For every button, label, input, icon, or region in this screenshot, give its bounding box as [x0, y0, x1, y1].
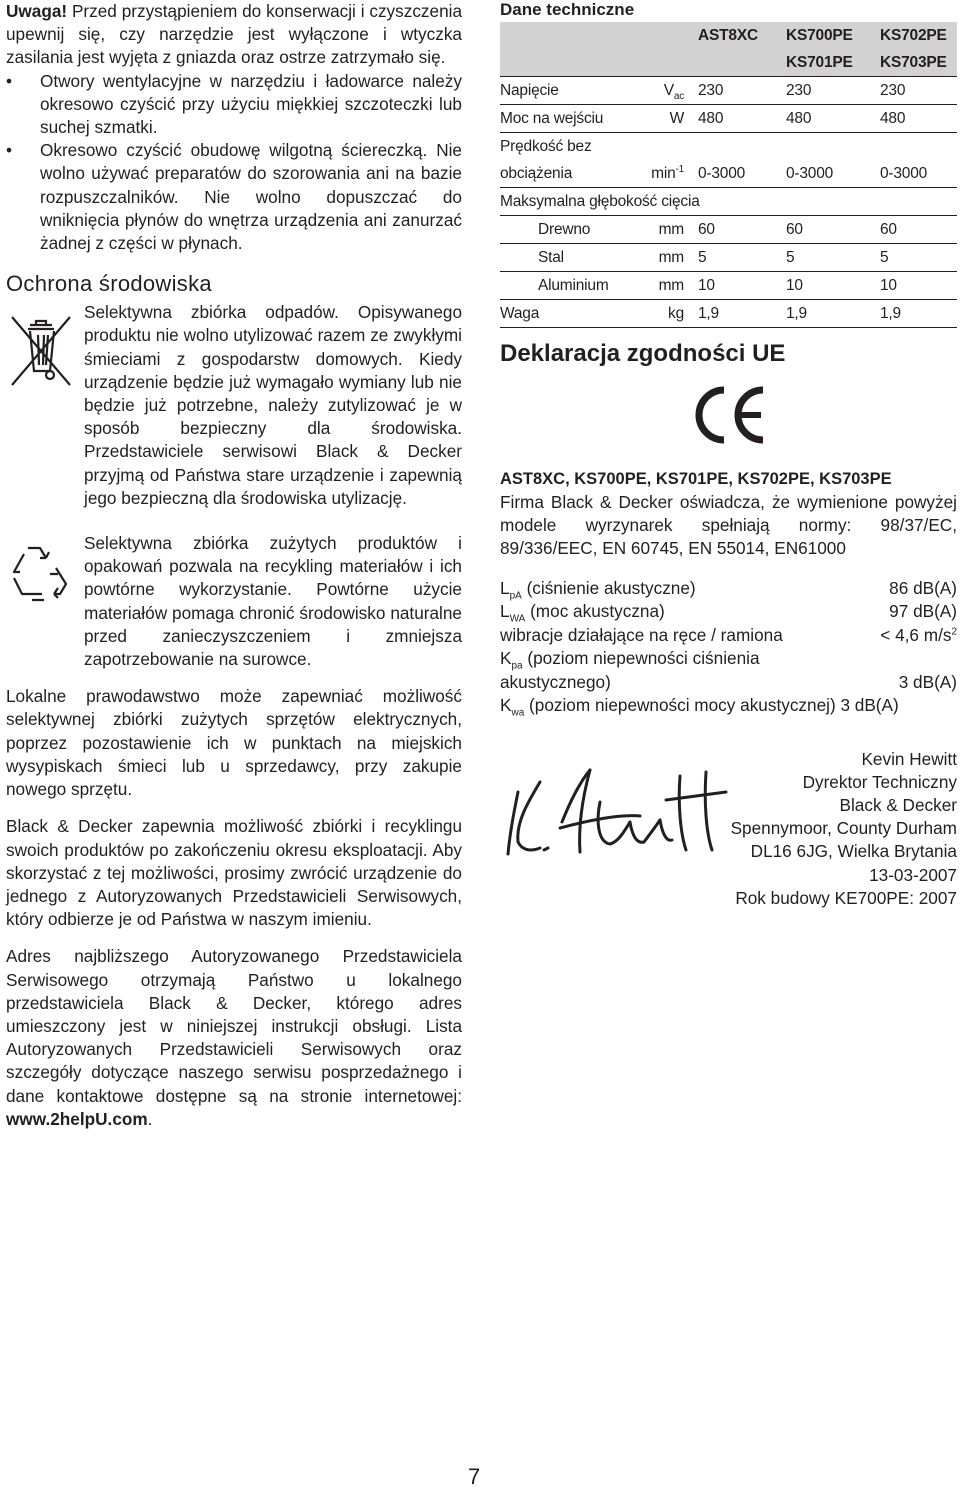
value-text: < 4,6 m/s — [880, 624, 952, 645]
description: (poziom niepewności ciśnienia — [522, 648, 760, 669]
row-unit: mm — [636, 244, 698, 272]
noise-label: akustycznego) — [500, 671, 611, 692]
signature-date: 13-03-2007 — [869, 864, 957, 885]
row-label: Drewno — [500, 216, 636, 244]
noise-label — [500, 600, 665, 624]
left-column — [6, 0, 462, 1131]
tech-data-title: Dane techniczne — [500, 0, 635, 19]
unit-superscript: -1 — [675, 163, 684, 175]
recycle-text: Selektywna zbiórka zużytych produktów i opakowań pozwala na recykling materiałów i ich powtórne wykorzystanie. Powtórne użycie materiałów pomaga chronić środowisko naturalne przed zanieczyszczeniem i zmniejsza zapotrzebowanie na surowce. — [84, 533, 462, 670]
col-head-ks701pe: KS701PE — [786, 49, 880, 77]
row-unit — [636, 160, 698, 188]
env-section-title: Ochrona środowiska — [6, 271, 212, 297]
row-label: Stal — [500, 244, 636, 272]
col-head-empty — [698, 49, 786, 77]
signature-block — [500, 748, 957, 918]
cell-value: 5 — [880, 244, 957, 272]
table-row — [500, 272, 957, 300]
noise-label: wibracje działające na ręce / ramiona — [500, 624, 783, 645]
cell-value: 60 — [880, 216, 957, 244]
cell-value: 230 — [786, 77, 880, 105]
cell-value: 10 — [698, 272, 786, 300]
ce-mark-icon — [691, 386, 767, 444]
warning-text: Przed przystąpieniem do konserwacji i czyszczenia upewnij się, czy narzędzie jest wyłączone i wtyczka zasilania jest wyjęta z gniazda oraz ostrze zatrzymało się. — [6, 1, 462, 68]
maintenance-list — [6, 70, 462, 256]
table-row — [500, 244, 957, 272]
right-column — [500, 0, 957, 918]
col-head-ks702pe: KS702PE — [880, 22, 957, 49]
cell-value: 0-3000 — [786, 160, 880, 188]
subscript: wa — [511, 707, 525, 719]
signer-company: Black & Decker — [839, 795, 957, 816]
noise-label — [500, 694, 899, 718]
unit-subscript: ac — [673, 90, 684, 102]
row-unit — [636, 77, 698, 105]
description: (poziom niepewności mocy akustycznej) 3 dB(A) — [524, 695, 899, 716]
subscript: WA — [509, 613, 526, 625]
table-row — [500, 160, 957, 188]
row-unit: mm — [636, 272, 698, 300]
col-head-ks703pe: KS703PE — [880, 49, 957, 77]
noise-label — [500, 647, 760, 671]
recycle-icon — [6, 538, 76, 608]
page-number: 7 — [468, 1464, 481, 1489]
noise-row — [500, 647, 957, 671]
declaration-title: Deklaracja zgodności UE — [500, 340, 786, 367]
cell-value: 5 — [786, 244, 880, 272]
noise-value: 97 dB(A) — [889, 601, 957, 622]
service-end: . — [147, 1108, 153, 1129]
noise-label — [500, 577, 696, 601]
table-row — [500, 105, 957, 133]
table-row — [500, 77, 957, 105]
warning-paragraph — [6, 0, 462, 70]
cell-value: 480 — [786, 105, 880, 133]
col-head-ast8xc: AST8XC — [698, 22, 786, 49]
row-label: Moc na wejściu — [500, 105, 636, 133]
weee-text: Selektywna zbiórka odpadów. Opisywanego produktu nie wolno utylizować razem ze zwykłymi śmieciami z gospodarstw domowych. Kiedy urządzenie będzie już wymagało wymiany lub nie będzie już potrzebne, należy zutylizować je w sposób bezpieczny dla środowiska. Przedstawiciele serwisowi Black & Decker przyjmą od Państwa stare urządzenie i zapewnią jego bezpieczną dla środowiska utylizację. — [84, 302, 462, 508]
description: (moc akustyczna) — [525, 601, 665, 622]
cell-value: 1,9 — [880, 300, 957, 328]
noise-row — [500, 671, 957, 695]
cell-value: 10 — [786, 272, 880, 300]
recycle-block — [6, 532, 462, 671]
noise-row — [500, 624, 957, 648]
warning-title: Uwaga! — [6, 1, 68, 21]
cell-value: 0-3000 — [880, 160, 957, 188]
list-item: • Okresowo czyścić obudowę wilgotną ściereczką. Nie wolno używać preparatów do szorowania ani na bazie rozpuszczalników. Nie wolno dopuszczać do wniknięcia płynów do wnętrza urządzenia ani zanurzać żadnej z części w płynach. — [6, 139, 462, 255]
row-label: Napięcie — [500, 77, 636, 105]
bd-collection-paragraph: Black & Decker zapewnia możliwość zbiórki i recyklingu swoich produktów po zakończeniu okresu eksploatacji. Aby skorzystać z tej możliwości, prosimy zwrócić urządzenie do jednego z Autoryzowanych Przedstawicieli Serwisowych, który odbierze je od Państwa w naszym imieniu. — [6, 816, 462, 930]
signer-title: Dyrektor Techniczny — [802, 771, 957, 792]
row-unit: kg — [636, 300, 698, 328]
declaration-models: AST8XC, KS700PE, KS701PE, KS702PE, KS703PE — [500, 470, 892, 488]
cell-value: 480 — [698, 105, 786, 133]
row-label: Prędkość bez — [500, 137, 592, 155]
ce-mark — [500, 386, 957, 446]
cell-value: 480 — [880, 105, 957, 133]
signer-address-2: DL16 6JG, Wielka Brytania — [750, 841, 957, 862]
table-row — [500, 300, 957, 328]
table-row — [500, 133, 957, 161]
tech-data-table — [500, 22, 957, 328]
table-header-row — [500, 22, 957, 49]
subscript: pA — [509, 590, 522, 602]
row-unit: mm — [636, 216, 698, 244]
superscript: 2 — [951, 625, 957, 637]
production-year: Rok budowy KE700PE: 2007 — [735, 887, 957, 908]
description: (ciśnienie akustyczne) — [521, 577, 696, 598]
row-label: Aluminium — [500, 272, 636, 300]
website-link[interactable]: www.2helpU.com — [6, 1108, 148, 1129]
local-law-paragraph: Lokalne prawodawstwo może zapewniać możliwość selektywnej zbiórki zużytych sprzętów elektrycznych, poprzez pozostawienie ich w punktach na miejskich wysypiskach śmieci lub u sprzedawcy, przy zakupie nowego sprzętu. — [6, 686, 462, 800]
cell-value: 60 — [786, 216, 880, 244]
cell-value: 5 — [698, 244, 786, 272]
subscript: pa — [511, 660, 523, 672]
cell-value: 60 — [698, 216, 786, 244]
cell-value: 10 — [880, 272, 957, 300]
declaration-text: Firma Black & Decker oświadcza, że wymienione powyżej modele wyrzynarek spełniają normy: 98/37/EC, 89/336/EEC, EN 60745, EN 55014, EN61000 — [500, 492, 957, 559]
unit-symbol: min — [651, 164, 676, 182]
crossed-bin-icon — [6, 307, 76, 391]
noise-value: 86 dB(A) — [889, 577, 957, 598]
signer-details — [731, 748, 957, 910]
symbol: L — [500, 577, 510, 598]
table-row — [500, 188, 957, 216]
row-label: Maksymalna głębokość cięcia — [500, 188, 957, 216]
cell-value: 1,9 — [786, 300, 880, 328]
noise-row — [500, 694, 957, 718]
row-label: Waga — [500, 300, 636, 328]
row-unit: W — [636, 105, 698, 133]
service-address-paragraph — [6, 945, 462, 1131]
noise-row — [500, 577, 957, 601]
symbol: L — [500, 601, 510, 622]
noise-value: 3 dB(A) — [898, 671, 957, 692]
symbol: K — [500, 695, 512, 716]
table-row — [500, 216, 957, 244]
unit-symbol: V — [663, 81, 674, 99]
weee-block — [6, 301, 462, 510]
noise-row — [500, 600, 957, 624]
table-header-row — [500, 49, 957, 77]
symbol: K — [500, 648, 512, 669]
list-item: • Otwory wentylacyjne w narzędziu i ładowarce należy okresowo czyścić przy użyciu miękkiej szczoteczki lub suchej szmatki. — [6, 70, 462, 140]
cell-value: 0-3000 — [698, 160, 786, 188]
row-label: obciążenia — [500, 160, 636, 188]
signer-name: Kevin Hewitt — [861, 748, 957, 769]
signer-address-1: Spennymoor, County Durham — [730, 818, 957, 839]
noise-value — [880, 624, 957, 648]
col-head-ks700pe: KS700PE — [786, 22, 880, 49]
service-text: Adres najbliższego Autoryzowanego Przedstawiciela Serwisowego otrzymają Państwo u lokalnego przedstawiciela Black & Decker, którego adres umieszczony jest w niniejszej instrukcji obsługi. Lista Autoryzowanych Przedstawicieli Serwisowych oraz szczegóły dotyczące naszego serwisu posprzedażnego i dane kontaktowe dostępne są na stronie internetowej: — [6, 946, 462, 1106]
handwritten-signature — [500, 762, 730, 862]
noise-values — [500, 577, 957, 718]
cell-value: 230 — [880, 77, 957, 105]
cell-value: 1,9 — [698, 300, 786, 328]
cell-value: 230 — [698, 77, 786, 105]
